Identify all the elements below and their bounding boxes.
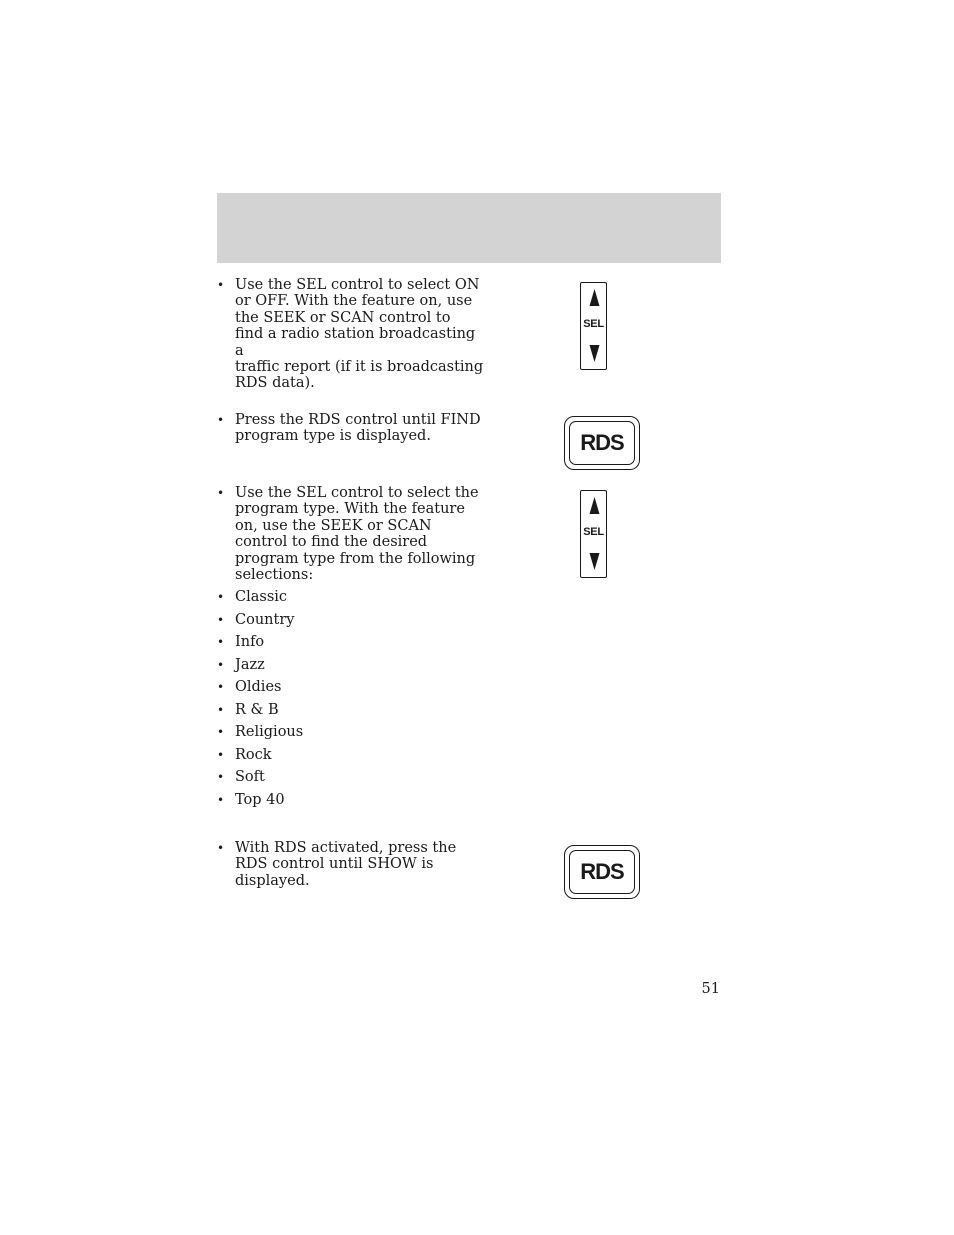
rds-button-illustration <box>564 845 640 899</box>
bullet-dot: • <box>217 747 225 762</box>
rds-label: RDS <box>569 850 635 894</box>
instruction-rds-show <box>217 840 487 889</box>
program-type: Info <box>235 634 265 650</box>
bullet-dot: • <box>217 680 225 694</box>
bullet-dot: • <box>217 770 225 784</box>
list-item <box>217 747 487 770</box>
line: traffic report (if it is broadcasting <box>235 359 484 376</box>
line: program type from the following <box>235 550 476 567</box>
line: on, use the SEEK or SCAN <box>235 517 432 534</box>
bullet-dot: • <box>217 413 225 427</box>
list-item <box>217 724 487 747</box>
bullet-dot: • <box>217 612 225 627</box>
sel-control-illustration <box>580 490 607 578</box>
list-item <box>217 679 487 702</box>
rds-label: RDS <box>569 421 635 465</box>
line: With RDS activated, press the <box>235 840 457 856</box>
line: displayed. <box>235 872 310 889</box>
program-type: Rock <box>235 746 272 763</box>
bullet-dot: • <box>217 657 225 672</box>
bullet-dot: • <box>217 635 225 649</box>
instruction-sel-program-type <box>217 485 487 583</box>
rds-button-illustration <box>564 416 640 470</box>
program-type-list <box>217 589 487 814</box>
bullet-item <box>217 277 487 392</box>
program-type: Jazz <box>235 656 265 673</box>
list-item <box>217 612 487 635</box>
line: selections: <box>235 567 314 584</box>
bullet-item <box>217 412 487 445</box>
line: program type. With the feature <box>235 501 465 518</box>
program-type: Oldies <box>235 679 282 695</box>
line: Use the SEL control to select the <box>235 485 479 501</box>
list-item <box>217 589 487 612</box>
line: RDS control until SHOW is <box>235 856 434 873</box>
instruction-rds-find <box>217 412 487 445</box>
list-item <box>217 769 487 792</box>
list-item <box>217 702 487 725</box>
page-number: 51 <box>701 981 720 997</box>
bullet-dot: • <box>217 590 225 604</box>
bullet-dot: • <box>217 725 225 739</box>
bullet-dot: • <box>217 841 225 855</box>
line: control to find the desired <box>235 534 428 551</box>
list-item <box>217 634 487 657</box>
program-type: Classic <box>235 589 288 605</box>
bullet-dot: • <box>217 702 225 717</box>
line: program type is displayed. <box>235 428 431 445</box>
list-item <box>217 657 487 680</box>
bullet-dot: • <box>217 278 225 292</box>
program-type: Country <box>235 611 295 628</box>
program-type: Religious <box>235 724 304 740</box>
bullet-dot: • <box>217 486 225 500</box>
line: RDS data). <box>235 375 315 392</box>
sel-label: SEL <box>583 526 604 538</box>
line: find a radio station broadcasting a <box>235 326 476 359</box>
line: Press the RDS control until FIND <box>235 412 481 428</box>
sel-label: SEL <box>583 318 604 330</box>
sel-control-illustration <box>580 282 607 370</box>
line: the SEEK or SCAN control to <box>235 309 451 326</box>
line: Use the SEL control to select ON <box>235 277 480 293</box>
bullet-item <box>217 485 487 583</box>
bullet-dot: • <box>217 792 225 807</box>
bullet-item <box>217 840 487 889</box>
line: or OFF. With the feature on, use <box>235 293 473 310</box>
instruction-sel-on-off <box>217 277 487 392</box>
program-type: Soft <box>235 769 265 785</box>
program-type: Top 40 <box>235 791 285 808</box>
list-item <box>217 792 487 815</box>
program-type: R & B <box>235 701 279 718</box>
header-band <box>217 193 721 263</box>
